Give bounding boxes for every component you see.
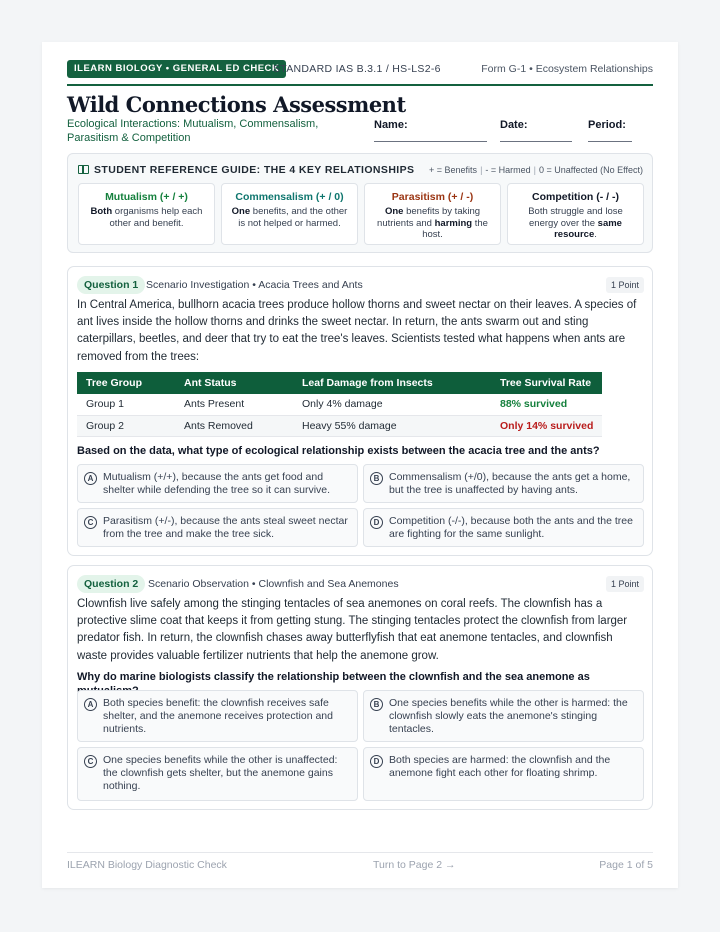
table-cell: Group 1 [77, 394, 175, 415]
worksheet-page [42, 42, 678, 888]
period-field[interactable] [588, 141, 632, 142]
relationship-name: Mutualism (+ / +) [105, 191, 188, 203]
relationship-name: Competition (- / -) [532, 191, 619, 203]
guide-heading: STUDENT REFERENCE GUIDE: THE 4 KEY RELATIONSHIPS [78, 163, 414, 177]
date-label: Date: [500, 119, 528, 131]
column-header: Tree Survival Rate [491, 372, 602, 394]
option-letter: A [84, 472, 97, 485]
book-icon [78, 165, 89, 174]
page-title: Wild Connections Assessment [67, 92, 406, 117]
question-number: Question 1 [77, 276, 145, 294]
option-text: Mutualism (+/+), because the ants get food and shelter while defending the tree so it can survive. [103, 471, 331, 497]
option-text: Both species are harmed: the clownfish and the anemone fight each other for floating shrimp. [389, 754, 611, 780]
question-2-card [67, 565, 653, 810]
table-header-row [77, 372, 602, 394]
answer-option-d[interactable] [363, 747, 644, 801]
data-table [77, 372, 602, 437]
option-letter: C [84, 755, 97, 768]
option-text: One species benefits while the other is unaffected: the clownfish gets shelter, but the anemone gains nothing. [103, 754, 338, 793]
relationship-card [507, 183, 644, 245]
points-badge: 1 Point [606, 277, 644, 293]
answer-option-b[interactable] [363, 690, 644, 742]
answer-option-b[interactable] [363, 464, 644, 503]
table-row [77, 415, 602, 436]
page-number: Page 1 of 5 [599, 859, 653, 871]
page-subtitle: Ecological Interactions: Mutualism, Commensalism, Parasitism & Competition [67, 118, 319, 144]
table-cell: Ants Present [175, 394, 293, 415]
answer-option-d[interactable] [363, 508, 644, 547]
form-label: Form G-1 • Ecosystem Relationships [481, 63, 653, 75]
option-text: Both species benefit: the clownfish receives safe shelter, and the anemone receives protection and nutrients. [103, 697, 333, 736]
question-scenario: Scenario Observation • Clownfish and Sea Anemones [148, 578, 399, 590]
option-letter: D [370, 755, 383, 768]
table-row [77, 394, 602, 415]
answer-option-c[interactable] [77, 508, 358, 547]
option-letter: B [370, 472, 383, 485]
guide-legend: + = Benefits | - = Harmed | 0 = Unaffected (No Effect) [429, 165, 643, 175]
option-letter: C [84, 516, 97, 529]
column-header: Ant Status [175, 372, 293, 394]
column-header: Leaf Damage from Insects [293, 372, 491, 394]
question-passage: In Central America, bullhorn acacia trees produce hollow thorns and sweet nectar on their leaves. A species of ant lives inside the hollow thorns and drinks the sweet nectar. In return, the ants swarm out and sting caterpillars, beetles, and deer that try to eat the tree's leaves. Scientists tested what happens when ants are removed from the trees: [77, 299, 637, 363]
points-badge: 1 Point [606, 576, 644, 592]
question-passage: Clownfish live safely among the stinging tentacles of sea anemones on coral reefs. The clownfish has a protective slime coat that keeps it from getting stung. The stinging tentacles protect the clownfish from larger predator fish. In return, the clownfish chases away butterflyfish that eat anemone tentacles, and clownfish waste provides valuable fertilizer nutrients that help the anemone grow. [77, 598, 628, 662]
survival-cell: 88% survived [491, 394, 602, 415]
next-page-link[interactable]: Turn to Page 2 → [373, 859, 456, 871]
question-1-card [67, 266, 653, 556]
footer-course: ILEARN Biology Diagnostic Check [67, 859, 227, 871]
relationship-name: Commensalism (+ / 0) [235, 191, 344, 203]
answer-option-a[interactable] [77, 690, 358, 742]
relationship-card [221, 183, 358, 245]
option-letter: B [370, 698, 383, 711]
question-prompt: Why do marine biologists classify the relationship between the clownfish and the sea anemone as [77, 670, 646, 698]
table-cell: Only 4% damage [293, 394, 491, 415]
table-cell: Group 2 [77, 415, 175, 436]
question-prompt: Based on the data, what type of ecological relationship exists between the acacia tree and the ants? [77, 445, 600, 457]
option-text: Parasitism (+/-), because the ants steal sweet nectar from the tree and make the tree sick. [103, 515, 348, 541]
option-text: One species benefits while the other is harmed: the clownfish slowly eats the anemone's stinging tentacles. [389, 697, 628, 736]
answer-option-c[interactable] [77, 747, 358, 801]
reference-guide [67, 153, 653, 253]
option-text: Commensalism (+/0), because the ants get a home, but the tree is unaffected by having ants. [389, 471, 631, 497]
relationship-card [78, 183, 215, 245]
table-cell: Ants Removed [175, 415, 293, 436]
relationship-description: One benefits by taking nutrients and harming the host. [377, 206, 488, 240]
name-field[interactable] [374, 141, 487, 142]
standard-code: STANDARD IAS B.3.1 / HS-LS2-6 [273, 63, 441, 75]
option-letter: A [84, 698, 97, 711]
date-field[interactable] [500, 141, 572, 142]
relationship-name: Parasitism (+ / -) [391, 191, 474, 203]
course-badge: ILEARN BIOLOGY • GENERAL ED CHECK [67, 60, 286, 78]
relationship-description: Both struggle and lose energy over the same resource. [528, 206, 623, 240]
header-bar [67, 59, 653, 86]
column-header: Tree Group [77, 372, 175, 394]
question-number: Question 2 [77, 575, 145, 593]
relationship-description: One benefits, and the other is not helped or harmed. [231, 206, 348, 229]
page-footer [67, 852, 653, 876]
period-label: Period: [588, 119, 626, 131]
survival-cell: Only 14% survived [491, 415, 602, 436]
option-text: Competition (-/-), because both the ants and the tree are fighting for the same sunlight. [389, 515, 633, 541]
option-letter: D [370, 516, 383, 529]
relationship-card [364, 183, 501, 245]
answer-option-a[interactable] [77, 464, 358, 503]
relationship-description: Both organisms help each other and benefit. [90, 206, 203, 229]
question-scenario: Scenario Investigation • Acacia Trees and Ants [146, 279, 363, 291]
table-cell: Heavy 55% damage [293, 415, 491, 436]
name-label: Name: [374, 119, 408, 131]
